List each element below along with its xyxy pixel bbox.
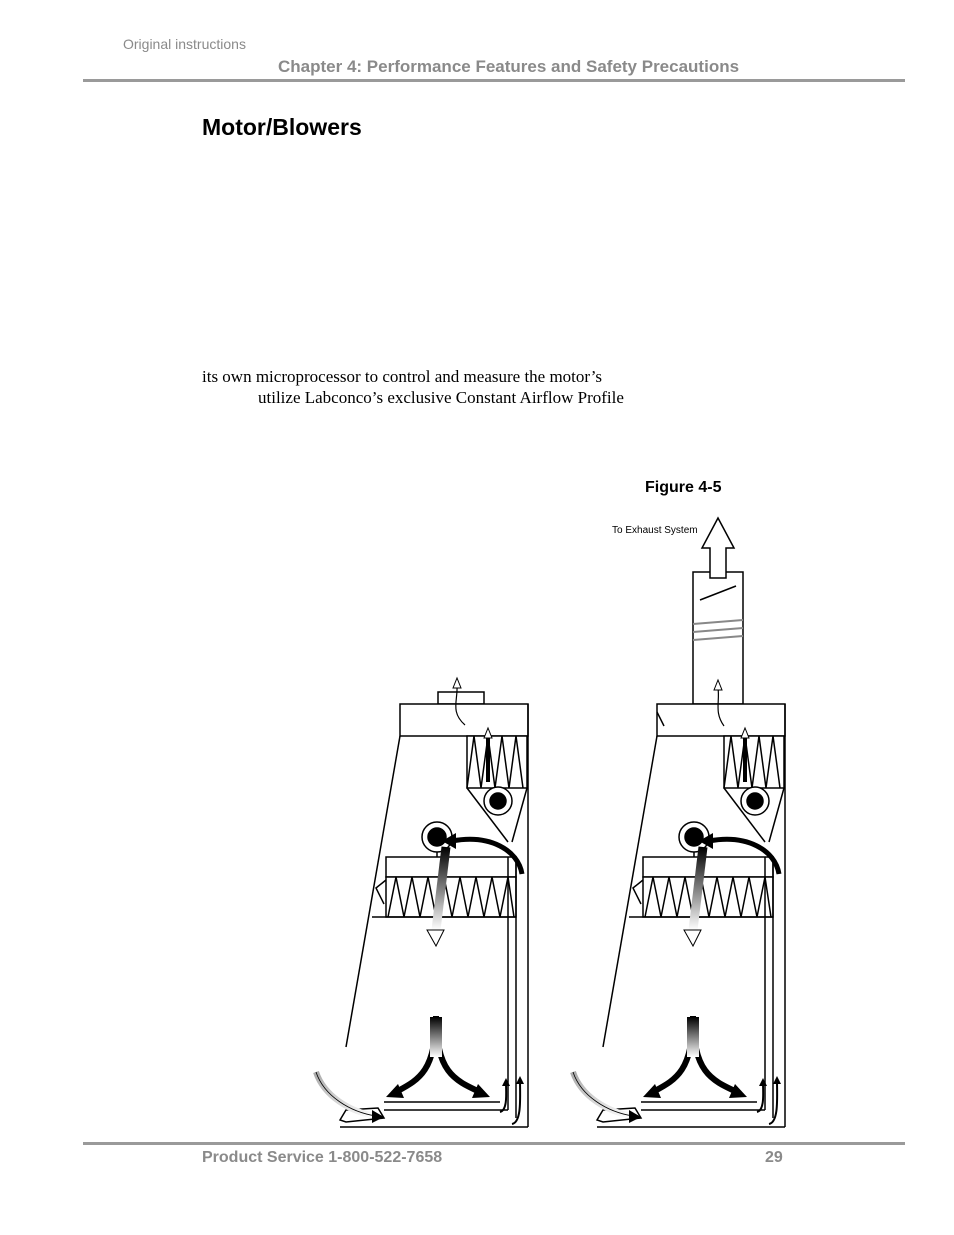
figure-caption: Figure 4-5 [645, 479, 722, 496]
body-text-line-2: utilize Labconco’s exclusive Constant Airflow Profile [258, 388, 624, 407]
exhaust-system-label: To Exhaust System [612, 525, 698, 536]
header-rule [83, 79, 905, 82]
original-instructions-note: Original instructions [123, 36, 246, 52]
product-service-phone: Product Service 1-800-522-7658 [202, 1149, 443, 1166]
section-title: Motor/Blowers [202, 114, 362, 140]
chapter-header: Chapter 4: Performance Features and Safety Precautions [278, 57, 740, 76]
page-number: 29 [765, 1149, 783, 1166]
airflow-diagram [300, 512, 800, 1132]
footer-rule [83, 1142, 905, 1145]
body-text-line-1: its own microprocessor to control and measure the motor’s [202, 367, 603, 386]
